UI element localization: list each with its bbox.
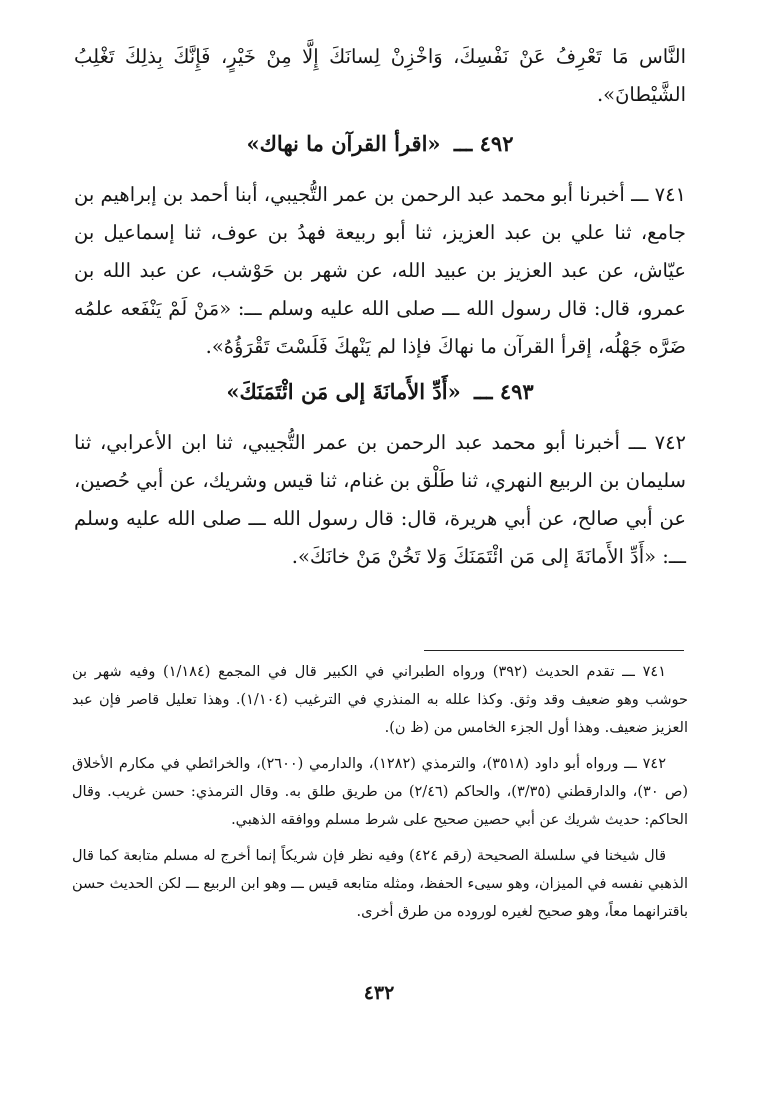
hadith-text: أخبرنا أبو محمد عبد الرحمن بن عمر التُّجيبي، ثنا ابن الأعرابي، ثنا سليمان بن الربيع النهري، ثنا طَلْق بن غنام، ثنا قيس وشريك، عن أبي حُصين، عن أبي صالح، عن أبي هريرة، قال: قال رسول الله ـــ صلى الله عليه وسلم ـــ: «أَدِّ الأَمانَةَ إلى مَن ائْتَمَنَكَ وَلا تَخُنْ مَنْ خانَكَ». xyxy=(74,431,686,568)
footnote-742-continued: قال شيخنا في سلسلة الصحيحة (رقم ٤٢٤) وفيه نظر فإن شريكاً إنما أخرج له مسلم متابعة كما قال الذهبي نفسه في الميزان، وهو سيىء الحفظ، ومثله متابعه قيس ـــ وهو ابن الربيع ـــ لكن الحديث حسن باقترانهما معاً، وهو صحيح لغيره لوروده من طرق أخرى. xyxy=(72,848,688,920)
section-number: ٤٩٣ ـــ xyxy=(474,379,534,404)
footnote-divider xyxy=(424,650,684,651)
main-text xyxy=(74,38,686,576)
footnote-742: ٧٤٢ ـــ ورواه أبو داود (٣٥١٨)، والترمذي (١٢٨٢)، والدارمي (٢٦٠٠)، والخرائطي في مكارم الأخلاق (ص ٣٠)، والدارقطني (٣/٣٥)، والحاكم (٢/٤٦) من طريق طلق به. وقال الترمذي: حسن غريب. وقال الحاكم: حديث شريك عن أبي حصين صحيح على شرط مسلم ووافقه الذهبي. xyxy=(72,756,689,828)
section-title: «أَدِّ الأَمانَةَ إلى مَن ائْتَمَنَكَ» xyxy=(226,379,461,404)
section-number: ٤٩٢ ـــ xyxy=(453,131,514,156)
page-number: ٤٣٢ xyxy=(363,982,395,1004)
section-heading-492 xyxy=(74,124,686,164)
hadith-741 xyxy=(74,176,686,366)
intro-paragraph: النَّاس مَا تَعْرِفُ عَنْ نَفْسِكَ، وَاخْزِنْ لِسانَكَ إِلَّا مِنْ خَيْرٍ، فَإِنَّكَ بِذلِكَ تَغْلِبُ الشَّيْطانَ». xyxy=(74,45,686,106)
section-title: «اقرأ القرآن ما نهاك» xyxy=(246,131,441,156)
hadith-742 xyxy=(74,424,686,576)
hadith-number: ٧٤١ ـــ xyxy=(631,183,687,206)
footnotes xyxy=(72,658,688,934)
section-heading-493 xyxy=(74,372,686,412)
hadith-text: أخبرنا أبو محمد عبد الرحمن بن عمر التُّجيبي، أبنا أحمد بن إبراهيم بن جامع، ثنا علي بن عبد العزيز، ثنا أبو ربيعة فهدُ بن عوف، ثنا إسماعيل بن عيّاش، عن عبد العزيز بن عبيد الله، عن شهر بن حَوْشب، عن عبد الله بن عمرو، قال: قال رسول الله ـــ صلى الله عليه وسلم ـــ: «مَنْ لَمْ يَنْفَعه علمُه ضَرَّه جَهْلُه، إقرأ القرآن ما نهاكَ فإذا لم يَنْهكَ فَلَسْتَ تَقْرَؤُهُ». xyxy=(74,183,686,358)
footnote-741: ٧٤١ ـــ تقدم الحديث (٣٩٢) ورواه الطبراني في الكبير قال في المجمع (١/١٨٤) وفيه شهر بن حوشب وهو ضعيف وقد وثق. وكذا علله به المنذري في الترغيب (١/١٠٤). وهذا تعليل قاصر فإن عبد العزيز ضعيف. وهذا أول الجزء الخامس من (ظ ن). xyxy=(72,664,688,736)
hadith-number: ٧٤٢ ـــ xyxy=(628,431,687,454)
